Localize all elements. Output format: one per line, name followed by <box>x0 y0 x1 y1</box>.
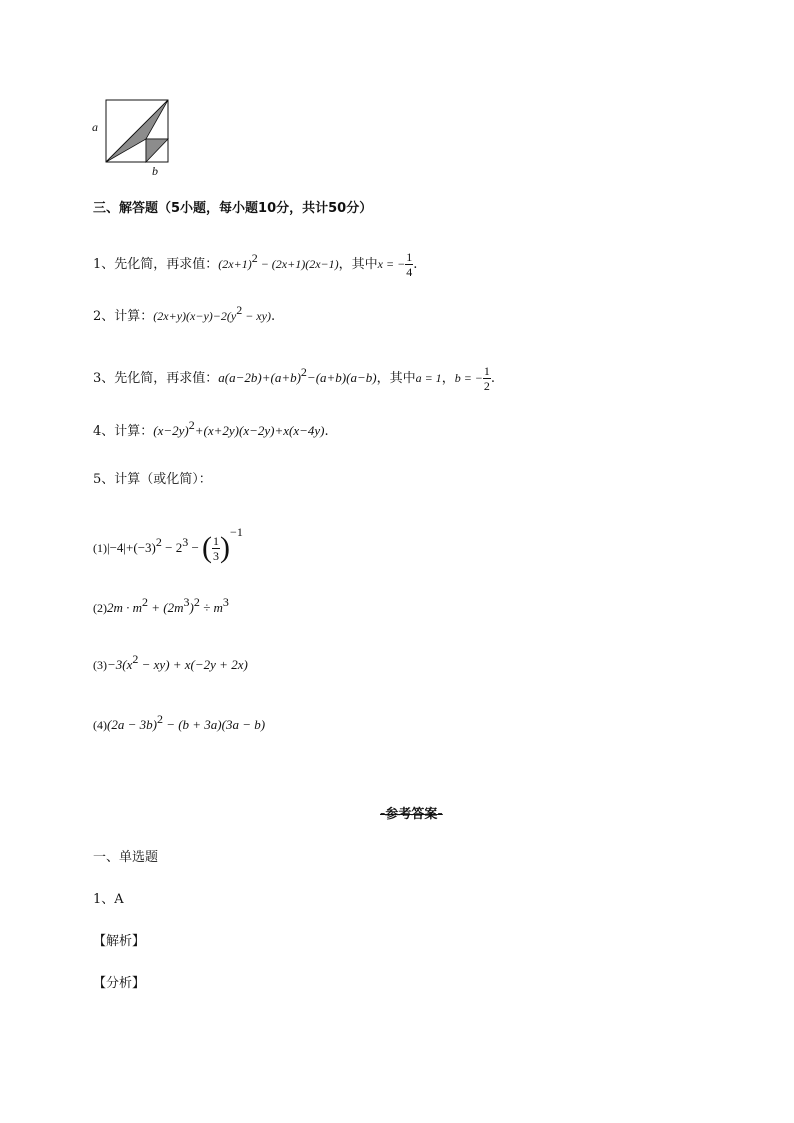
q1-frac-num: 1 <box>406 250 413 264</box>
q5p1-sup-c: −1 <box>230 525 243 539</box>
q3-sup-a: 2 <box>300 365 307 379</box>
q5-part-2 <box>93 595 229 618</box>
q5p2-sup-c: 2 <box>193 595 200 609</box>
figure-svg <box>88 96 178 180</box>
q2-end: . <box>270 309 276 324</box>
q5p2-sup-d: 3 <box>222 595 229 609</box>
q5p1-lparen: ( <box>202 531 213 564</box>
answer-jiexi: 【解析】 <box>93 934 146 949</box>
q4-end: . <box>324 424 329 439</box>
question-4 <box>93 418 329 441</box>
label-a: a <box>92 120 98 134</box>
shaded-triangle-large <box>106 100 168 162</box>
shaded-triangle-small <box>146 139 168 162</box>
q3-expr-a: a(a−2b)+(a+b) <box>218 370 301 385</box>
q5p3-sup-a: 2 <box>132 652 139 666</box>
q3-comma: ， <box>441 371 455 386</box>
q3-prefix: 3、先化简，再求值： <box>93 371 219 386</box>
q5-part-1 <box>93 525 243 564</box>
q2-expr-a: (2x+y)(x−y)−2(y <box>153 309 237 323</box>
q1-mid: ，其中 <box>338 257 378 272</box>
section3-heading: 三、解答题（5小题，每小题10分，共计50分） <box>93 201 373 216</box>
q3-cond-a: a = 1 <box>415 371 442 385</box>
q5p1-frac-den: 3 <box>213 549 220 563</box>
q5p3-expr-a: −3(x <box>107 657 133 672</box>
answers-section-1: 一、单选题 <box>93 850 159 865</box>
q1-sup-a: 2 <box>251 251 258 265</box>
q5p4-sup-a: 2 <box>156 712 163 726</box>
q3-cond-b: b = − <box>454 371 483 385</box>
q5p4-num: (4) <box>93 718 107 732</box>
q3-mid: ，其中 <box>376 371 416 386</box>
q2-prefix: 2、计算： <box>93 309 154 324</box>
answer-fenxi: 【分析】 <box>93 976 146 991</box>
q5p4-expr-a: (2a − 3b) <box>107 717 157 732</box>
q1-expr-a: (2x+1) <box>218 257 252 271</box>
q5p1-sup-a: 2 <box>155 535 162 549</box>
q3-expr-b: −(a+b)(a−b) <box>306 370 377 385</box>
question-5: 5、计算（或化简）： <box>93 472 212 487</box>
q5p1-expr-c: − <box>188 540 203 555</box>
q1-cond: x = − <box>377 257 406 271</box>
q3-frac-den: 2 <box>483 379 490 393</box>
q5p2-expr-c: ) <box>189 600 194 615</box>
q5p1-expr-a: |−4|+(−3) <box>107 540 156 555</box>
q5p2-sup-b: 3 <box>183 595 190 609</box>
q5p2-sup-a: 2 <box>142 595 149 609</box>
q5-part-4 <box>93 712 266 735</box>
q1-frac-den: 4 <box>406 265 413 279</box>
q3-end: . <box>490 371 496 386</box>
q3-fraction <box>483 364 491 393</box>
q4-expr-a: (x−2y) <box>153 423 189 438</box>
q2-sup-a: 2 <box>236 303 243 317</box>
q4-prefix: 4、计算： <box>93 424 154 439</box>
question-1 <box>93 250 417 279</box>
question-3 <box>93 364 495 393</box>
q5p1-num: (1) <box>93 541 107 555</box>
q5-part-3 <box>93 652 248 675</box>
q5p3-expr-b: − xy) + x(−2y + 2x) <box>138 657 248 672</box>
q5p2-expr-d: ÷ m <box>199 600 223 615</box>
label-b: b <box>152 164 158 178</box>
q5p4-expr-b: − (b + 3a)(3a − b) <box>162 717 266 732</box>
q1-end: . <box>413 257 418 272</box>
q5p1-fraction <box>212 534 220 563</box>
q5p2-expr-b: + (2m <box>148 600 184 615</box>
geometry-figure <box>88 96 178 180</box>
q4-expr-b: +(x+2y)(x−2y)+x(x−4y) <box>194 423 325 438</box>
q1-expr-b: − (2x+1)(2x−1) <box>257 257 339 271</box>
q5p1-rparen: ) <box>220 531 231 564</box>
q1-prefix: 1、先化简，再求值： <box>93 257 219 272</box>
q5p1-frac-num: 1 <box>213 534 220 548</box>
q3-frac-num: 1 <box>483 364 490 378</box>
q5p1-sup-b: 3 <box>182 535 189 549</box>
q5p1-expr-b: − 2 <box>161 540 183 555</box>
q4-sup-a: 2 <box>188 418 195 432</box>
q5p2-expr-a: 2m · m <box>107 600 143 615</box>
q5p2-num: (2) <box>93 601 107 615</box>
q2-expr-b: − xy) <box>242 309 271 323</box>
question-2 <box>93 303 276 326</box>
q1-fraction <box>405 250 413 279</box>
answers-title: -参考答案- <box>380 807 443 822</box>
q5p3-num: (3) <box>93 658 107 672</box>
answer-1: 1、A <box>93 892 124 907</box>
